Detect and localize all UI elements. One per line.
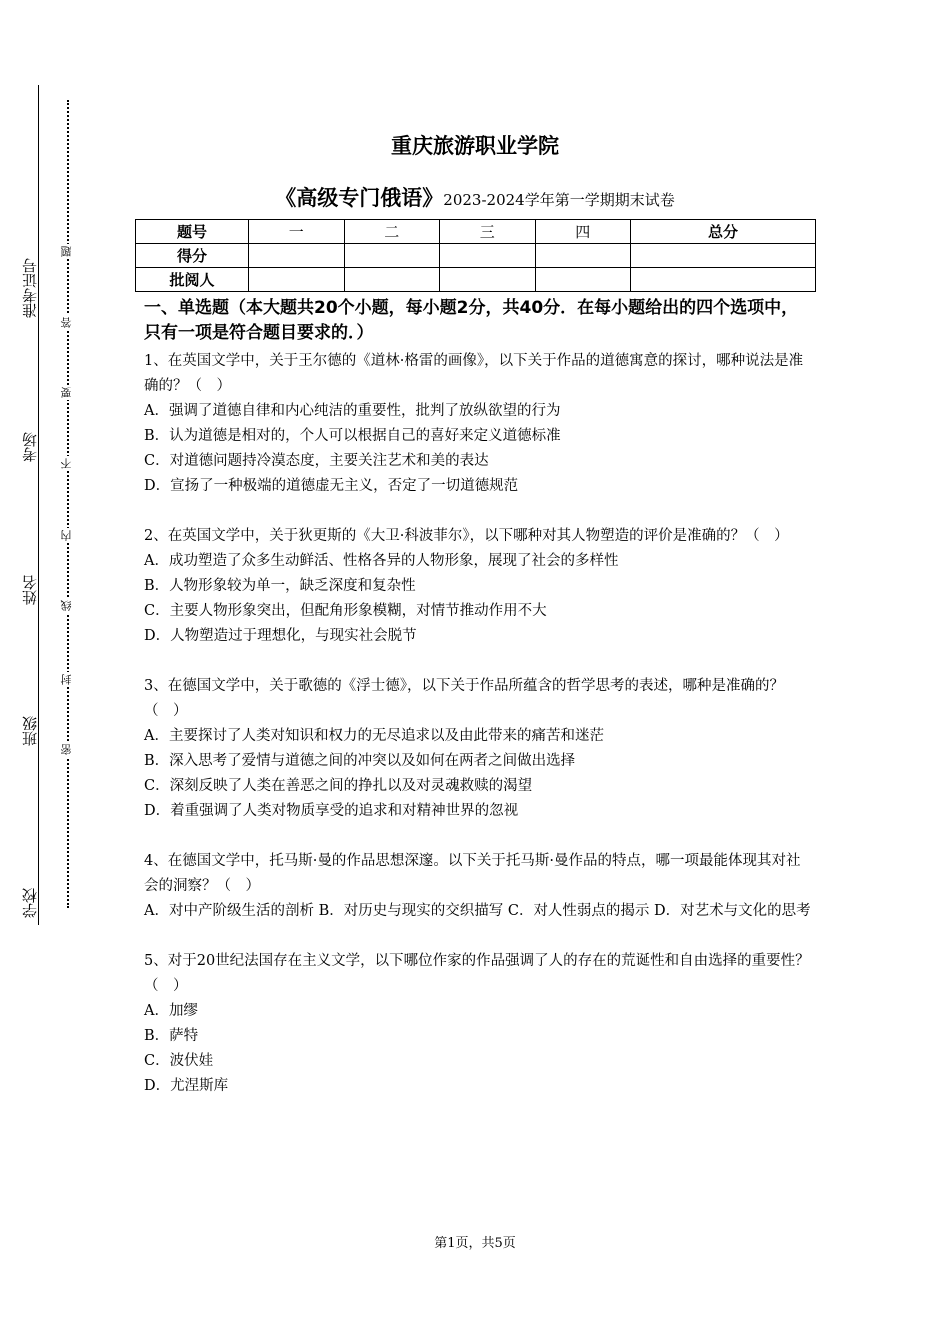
seal-mark: 要 xyxy=(60,387,73,398)
section-title: 一、单选题（本大题共20个小题，每小题2分，共40分．在每小题给出的四个选项中，只有一项是符合题目要求的．） xyxy=(144,298,799,343)
option: C．主要人物形象突出，但配角形象模糊，对情节推动作用不大 xyxy=(144,603,547,619)
row-label: 批阅人 xyxy=(136,268,249,292)
seal-mark: 封 xyxy=(60,674,73,685)
grader-cell[interactable] xyxy=(344,268,440,292)
page-number: 第1页，共5页 xyxy=(434,1236,516,1251)
option: B．深入思考了爱情与道德之间的冲突以及如何在两者之间做出选择 xyxy=(144,753,576,769)
label-exam-number: 准考证号 xyxy=(21,258,39,318)
header-cell: 一 xyxy=(249,220,345,244)
header-cell: 三 xyxy=(440,220,536,244)
exam-term: 2023-2024学年第一学期期末试卷 xyxy=(443,191,675,209)
exam-title xyxy=(0,182,950,212)
grader-cell[interactable] xyxy=(631,268,816,292)
grader-cell[interactable] xyxy=(535,268,631,292)
label-school: 学校 xyxy=(21,888,39,918)
option: C．对道德问题持冷漠态度，主要关注艺术和美的表达 xyxy=(144,453,489,469)
label-class: 班级 xyxy=(21,716,39,746)
question xyxy=(144,524,812,649)
option: A．对中产阶级生活的剖析 B．对历史与现实的交织描写 C．对人性弱点的揭示 D．对艺术与文化的思考 xyxy=(144,903,811,919)
score-cell[interactable] xyxy=(344,244,440,268)
exam-content xyxy=(144,296,812,1124)
score-table-header-row xyxy=(136,220,816,244)
seal-mark: 题 xyxy=(60,246,73,257)
row-label: 得分 xyxy=(136,244,249,268)
question-stem: 5、对于20世纪法国存在主义文学，以下哪位作家的作品强调了人的存在的荒诞性和自由选择的重要性？（ ） xyxy=(144,953,810,994)
option: C．波伏娃 xyxy=(144,1053,214,1069)
grader-cell[interactable] xyxy=(440,268,536,292)
grader-row xyxy=(136,268,816,292)
option: D．尤涅斯库 xyxy=(144,1078,229,1094)
question-stem: 3、在德国文学中，关于歌德的《浮士德》，以下关于作品所蕴含的哲学思考的表述，哪种是准确的？（ ） xyxy=(144,678,784,719)
header-cell: 四 xyxy=(535,220,631,244)
score-cell[interactable] xyxy=(631,244,816,268)
question xyxy=(144,349,812,499)
score-row xyxy=(136,244,816,268)
header-cell: 总分 xyxy=(631,220,816,244)
score-cell[interactable] xyxy=(440,244,536,268)
question-stem: 2、在英国文学中，关于狄更斯的《大卫·科波菲尔》，以下哪种对其人物塑造的评价是准确的？（ ） xyxy=(144,528,789,544)
grader-cell[interactable] xyxy=(249,268,345,292)
question xyxy=(144,849,812,924)
option: B．萨特 xyxy=(144,1028,199,1044)
seal-mark: 内 xyxy=(60,530,73,541)
option: A．加缪 xyxy=(144,1003,198,1019)
option: A．强调了道德自律和内心纯洁的重要性，批判了放纵欲望的行为 xyxy=(144,403,561,419)
option: C．深刻反映了人类在善恶之间的挣扎以及对灵魂救赎的渴望 xyxy=(144,778,533,794)
score-cell[interactable] xyxy=(249,244,345,268)
score-table xyxy=(135,219,816,292)
seal-mark: 密 xyxy=(60,744,73,755)
seal-mark: 不 xyxy=(60,458,73,469)
seal-mark: 答 xyxy=(60,317,73,328)
option: A．主要探讨了人类对知识和权力的无尽追求以及由此带来的痛苦和迷茫 xyxy=(144,728,604,744)
course-name: 《高级专门俄语》 xyxy=(275,186,444,210)
question-stem: 4、在德国文学中，托马斯·曼的作品思想深邃。以下关于托马斯·曼作品的特点，哪一项最能体现其对社会的洞察？（ ） xyxy=(144,853,801,894)
option: B．人物形象较为单一，缺乏深度和复杂性 xyxy=(144,578,416,594)
binding-dotted-line xyxy=(67,100,69,908)
question xyxy=(144,949,812,1099)
option: B．认为道德是相对的，个人可以根据自己的喜好来定义道德标准 xyxy=(144,428,561,444)
option: D．着重强调了人类对物质享受的追求和对精神世界的忽视 xyxy=(144,803,519,819)
header-cell: 题号 xyxy=(136,220,249,244)
seal-mark: 线 xyxy=(60,600,73,611)
header-cell: 二 xyxy=(344,220,440,244)
score-cell[interactable] xyxy=(535,244,631,268)
option: D．宣扬了一种极端的道德虚无主义，否定了一切道德规范 xyxy=(144,478,519,494)
label-name: 姓名 xyxy=(21,575,39,605)
label-exam-room: 考场 xyxy=(21,432,39,462)
school-name: 重庆旅游职业学院 xyxy=(391,134,559,158)
question-stem: 1、在英国文学中，关于王尔德的《道林·格雷的画像》，以下关于作品的道德寓意的探讨，哪种说法是准确的？（ ） xyxy=(144,353,804,394)
option: A．成功塑造了众多生动鲜活、性格各异的人物形象，展现了社会的多样性 xyxy=(144,553,619,569)
option: D．人物塑造过于理想化，与现实社会脱节 xyxy=(144,628,417,644)
question xyxy=(144,674,812,824)
